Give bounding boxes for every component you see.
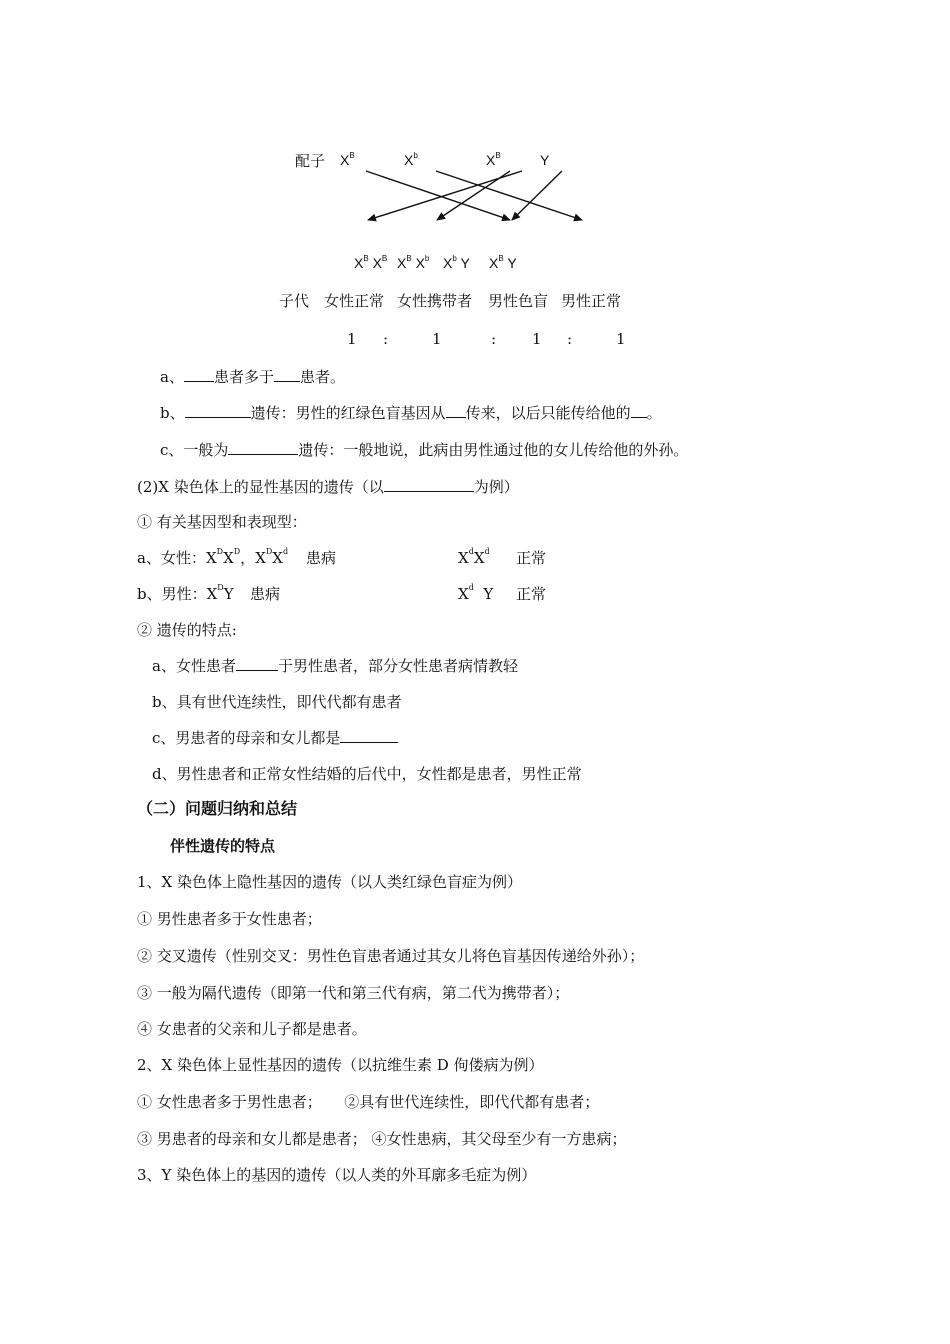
phenotype-1: 女性正常: [324, 292, 385, 310]
arrow-5: [512, 171, 562, 220]
ratio-colon-2: :: [491, 330, 497, 348]
phenotype-3: 男性色盲: [488, 292, 549, 310]
fill-blank[interactable]: [236, 656, 278, 671]
fill-blank[interactable]: [274, 367, 300, 382]
summary-line: 3、Y 染色体上的基因的遗传（以人类的外耳廓多毛症为例）: [137, 1166, 537, 1184]
features-title: ② 遗传的特点:: [137, 621, 237, 639]
fill-blank[interactable]: [340, 728, 398, 743]
male-genotypes: b、男性：$X^DY$: [137, 583, 234, 603]
ratio-colon-1: :: [383, 330, 389, 348]
summary-line: ① 女性患者多于男性患者； ②具有世代连续性，即代代都有患者；: [137, 1093, 600, 1111]
section-title: （二）问题归纳和总结: [137, 799, 298, 818]
summary-line: ② 交叉遗传（性别交叉：男性色盲患者通过其女儿将色盲基因传递给外孙）；: [137, 947, 645, 965]
fill-blank[interactable]: [185, 403, 251, 418]
summary-line: 1、X 染色体上隐性基因的遗传（以人类红绿色盲症为例）: [137, 873, 522, 891]
gamete-2: $X^b$: [404, 151, 418, 168]
phenotype-4: 男性正常: [561, 292, 622, 310]
male-affected: 患病: [250, 585, 281, 603]
ratio-4: 1: [616, 330, 626, 348]
fill-blank[interactable]: [228, 440, 298, 455]
genotype-title: ① 有关基因型和表现型：: [137, 513, 307, 531]
arrow-1: [366, 171, 510, 220]
offspring-genotype-2: $X^B$ $X^b$: [397, 254, 430, 271]
male-normal-genotype: $X^d$ Y: [458, 583, 494, 603]
female-genotypes: a、女性：$X^DX^D$，$X^DX^d$: [137, 547, 289, 567]
dominant-heading: (2)X 染色体上的显性基因的遗传（以 为例）: [137, 478, 519, 496]
fill-blank[interactable]: [184, 367, 214, 382]
summary-line: ④ 女患者的父亲和儿子都是患者。: [137, 1020, 367, 1038]
offspring-genotype-3: $X^b$ Y: [443, 254, 470, 271]
feature-d: d、男性患者和正常女性结婚的后代中，女性都是患者，男性正常: [152, 765, 582, 783]
gamete-4: Y: [540, 152, 550, 168]
feature-a: a、女性患者 于男性患者，部分女性患者病情教轻: [152, 657, 518, 675]
recessive-point-b: b、 遗传：男性的红绿色盲基因从 传来，以后只能传给他的 。: [160, 404, 662, 422]
ratio-2: 1: [432, 330, 442, 348]
male-normal: 正常: [516, 585, 547, 603]
cross-arrows: [0, 0, 950, 260]
ratio-colon-3: :: [567, 330, 573, 348]
summary-line: ① 男性患者多于女性患者；: [137, 910, 322, 928]
fill-blank[interactable]: [446, 403, 466, 418]
section-subtitle: 伴性遗传的特点: [170, 837, 276, 855]
offspring-label: 子代: [279, 292, 310, 310]
summary-line: 2、X 染色体上显性基因的遗传（以抗维生素 D 佝偻病为例）: [137, 1056, 544, 1074]
recessive-point-c: c、一般为 遗传：一般地说，此病由男性通过他的女儿传给他的外孙。: [160, 441, 689, 459]
offspring-genotype-4: $X^B$ Y: [489, 254, 517, 271]
female-affected: 患病: [306, 549, 337, 567]
ratio-1: 1: [347, 330, 357, 348]
fill-blank[interactable]: [631, 403, 647, 418]
female-normal-genotype: $X^dX^d$: [458, 547, 490, 567]
arrow-4: [437, 171, 510, 220]
gamete-1: $X^B$: [340, 151, 355, 168]
phenotype-2: 女性携带者: [397, 292, 473, 310]
feature-c: c、男患者的母亲和女儿都是: [152, 728, 398, 748]
arrow-2: [436, 171, 582, 220]
feature-b: b、具有世代连续性，即代代都有患者: [152, 693, 402, 711]
ratio-3: 1: [532, 330, 542, 348]
gamete-label: 配子: [295, 152, 326, 170]
female-normal: 正常: [516, 549, 547, 567]
recessive-point-a: a、 患者多于 患者。: [160, 368, 345, 386]
offspring-genotype-1: $X^B$ $X^B$: [354, 254, 388, 271]
summary-line: ③ 一般为隔代遗传（即第一代和第三代有病，第二代为携带者）；: [137, 984, 570, 1002]
fill-blank[interactable]: [384, 477, 474, 492]
gamete-3: $X^B$: [486, 151, 501, 168]
summary-line: ③ 男患者的母亲和女儿都是患者； ④女性患病，其父母至少有一方患病；: [137, 1130, 627, 1148]
